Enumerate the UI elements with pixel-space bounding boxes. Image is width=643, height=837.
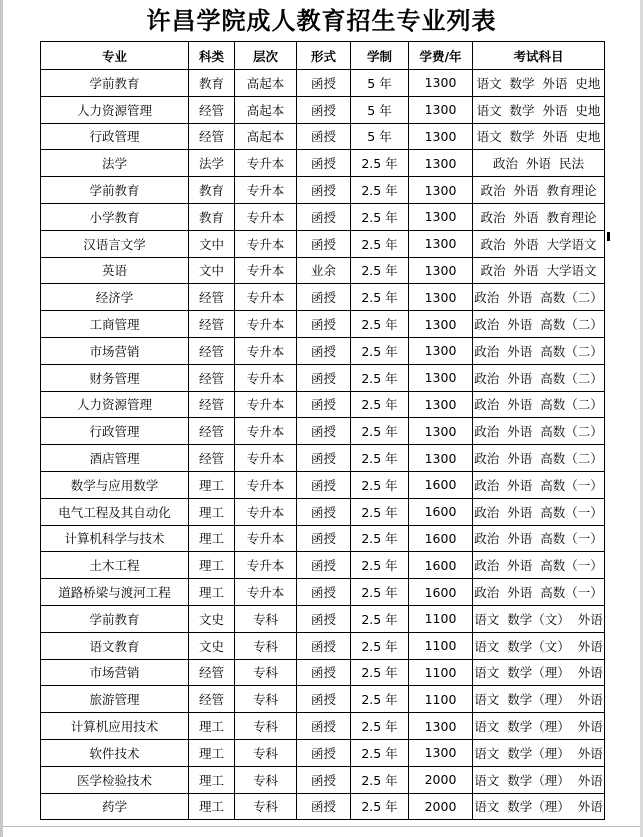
cell-level: 专科	[235, 713, 297, 740]
cell-major: 学前教育	[41, 605, 189, 632]
cell-tuition: 1600	[409, 525, 473, 552]
header-mode: 形式	[297, 42, 351, 70]
table-row	[41, 257, 605, 284]
cell-major: 数学与应用数学	[41, 471, 189, 498]
cell-exam-subjects: 政治 外语 教育理论	[473, 203, 605, 230]
table-container	[40, 41, 605, 820]
cell-duration: 2.5 年	[351, 230, 409, 257]
cell-duration: 2.5 年	[351, 632, 409, 659]
cell-category: 理工	[189, 552, 235, 579]
table-row	[41, 498, 605, 525]
table-row	[41, 364, 605, 391]
cell-tuition: 1300	[409, 364, 473, 391]
cell-level: 专升本	[235, 150, 297, 177]
cell-tuition: 1100	[409, 659, 473, 686]
cell-exam-subjects: 语文 数学（理） 外语	[473, 766, 605, 793]
cell-duration: 2.5 年	[351, 284, 409, 311]
cell-level: 专升本	[235, 203, 297, 230]
cell-category: 文中	[189, 257, 235, 284]
cell-duration: 2.5 年	[351, 150, 409, 177]
cell-mode: 函授	[297, 498, 351, 525]
table-row	[41, 123, 605, 150]
page-edge-left	[0, 0, 3, 837]
cell-level: 专升本	[235, 418, 297, 445]
cell-level: 专升本	[235, 471, 297, 498]
cell-duration: 5 年	[351, 70, 409, 97]
cell-mode: 函授	[297, 579, 351, 606]
cell-major: 经济学	[41, 284, 189, 311]
cell-level: 专升本	[235, 230, 297, 257]
cell-exam-subjects: 政治 外语 高数（二）	[473, 445, 605, 472]
cell-major: 学前教育	[41, 177, 189, 204]
cell-major: 语文教育	[41, 632, 189, 659]
cell-tuition: 1300	[409, 203, 473, 230]
cell-exam-subjects: 语文 数学（理） 外语	[473, 659, 605, 686]
table-row	[41, 793, 605, 820]
cell-tuition: 1300	[409, 391, 473, 418]
cell-tuition: 1300	[409, 96, 473, 123]
cell-tuition: 1300	[409, 418, 473, 445]
cell-tuition: 1600	[409, 579, 473, 606]
cell-mode: 函授	[297, 203, 351, 230]
cell-mode: 函授	[297, 659, 351, 686]
cell-tuition: 2000	[409, 793, 473, 820]
header-category: 科类	[189, 42, 235, 70]
table-row	[41, 96, 605, 123]
cell-category: 文史	[189, 605, 235, 632]
cell-level: 高起本	[235, 70, 297, 97]
cell-category: 理工	[189, 498, 235, 525]
cell-tuition: 1600	[409, 498, 473, 525]
cell-major: 学前教育	[41, 70, 189, 97]
cell-level: 专科	[235, 766, 297, 793]
cell-exam-subjects: 政治 外语 教育理论	[473, 177, 605, 204]
cell-mode: 函授	[297, 70, 351, 97]
header-major: 专业	[41, 42, 189, 70]
cell-duration: 2.5 年	[351, 686, 409, 713]
cell-exam-subjects: 政治 外语 高数（一）	[473, 579, 605, 606]
cell-duration: 2.5 年	[351, 739, 409, 766]
cell-exam-subjects: 政治 外语 高数（一）	[473, 552, 605, 579]
cell-category: 经管	[189, 418, 235, 445]
cell-duration: 2.5 年	[351, 364, 409, 391]
cell-duration: 2.5 年	[351, 552, 409, 579]
cell-exam-subjects: 政治 外语 民法	[473, 150, 605, 177]
cell-category: 理工	[189, 766, 235, 793]
cell-category: 理工	[189, 471, 235, 498]
cell-tuition: 1300	[409, 150, 473, 177]
cell-tuition: 1300	[409, 177, 473, 204]
table-row	[41, 659, 605, 686]
table-row	[41, 686, 605, 713]
cell-exam-subjects: 语文 数学 外语 史地	[473, 96, 605, 123]
cell-tuition: 1100	[409, 632, 473, 659]
cell-mode: 函授	[297, 793, 351, 820]
cell-major: 土木工程	[41, 552, 189, 579]
cell-exam-subjects: 政治 外语 高数（一）	[473, 471, 605, 498]
table-row	[41, 471, 605, 498]
cell-exam-subjects: 语文 数学 外语 史地	[473, 70, 605, 97]
cell-category: 理工	[189, 793, 235, 820]
cell-major: 法学	[41, 150, 189, 177]
cell-level: 专升本	[235, 579, 297, 606]
cell-level: 专升本	[235, 257, 297, 284]
cell-level: 高起本	[235, 96, 297, 123]
table-row	[41, 311, 605, 338]
table-row	[41, 605, 605, 632]
cell-mode: 函授	[297, 337, 351, 364]
table-row	[41, 337, 605, 364]
cell-mode: 函授	[297, 525, 351, 552]
cell-exam-subjects: 语文 数学（理） 外语	[473, 793, 605, 820]
page-bottom-line	[3, 826, 640, 827]
cell-category: 经管	[189, 337, 235, 364]
cell-mode: 函授	[297, 150, 351, 177]
cell-major: 道路桥梁与渡河工程	[41, 579, 189, 606]
cell-major: 药学	[41, 793, 189, 820]
cell-level: 专升本	[235, 177, 297, 204]
cell-exam-subjects: 语文 数学（理） 外语	[473, 686, 605, 713]
table-row	[41, 70, 605, 97]
cell-exam-subjects: 语文 数学（文） 外语	[473, 632, 605, 659]
cell-category: 经管	[189, 96, 235, 123]
cell-exam-subjects: 政治 外语 大学语文	[473, 257, 605, 284]
cell-duration: 5 年	[351, 96, 409, 123]
header-tuition: 学费/年	[409, 42, 473, 70]
table-row	[41, 203, 605, 230]
cell-tuition: 1300	[409, 445, 473, 472]
majors-table	[40, 41, 605, 820]
cell-category: 理工	[189, 739, 235, 766]
cell-duration: 2.5 年	[351, 713, 409, 740]
cell-exam-subjects: 语文 数学（文） 外语	[473, 605, 605, 632]
cell-major: 计算机应用技术	[41, 713, 189, 740]
cell-exam-subjects: 政治 外语 高数（二）	[473, 364, 605, 391]
cell-category: 教育	[189, 203, 235, 230]
cell-tuition: 1300	[409, 284, 473, 311]
cell-exam-subjects: 政治 外语 大学语文	[473, 230, 605, 257]
cell-mode: 业余	[297, 257, 351, 284]
cursor-mark	[607, 232, 610, 241]
cell-duration: 2.5 年	[351, 311, 409, 338]
cell-category: 理工	[189, 579, 235, 606]
cell-tuition: 1100	[409, 605, 473, 632]
cell-exam-subjects: 政治 外语 高数（二）	[473, 391, 605, 418]
cell-major: 工商管理	[41, 311, 189, 338]
cell-level: 专升本	[235, 525, 297, 552]
header-duration: 学制	[351, 42, 409, 70]
cell-category: 经管	[189, 391, 235, 418]
cell-exam-subjects: 政治 外语 高数（二）	[473, 337, 605, 364]
cell-duration: 2.5 年	[351, 177, 409, 204]
table-row	[41, 230, 605, 257]
table-row	[41, 445, 605, 472]
cell-exam-subjects: 语文 数学 外语 史地	[473, 123, 605, 150]
cell-tuition: 1300	[409, 713, 473, 740]
cell-duration: 2.5 年	[351, 471, 409, 498]
header-exam-subjects: 考试科目	[473, 42, 605, 70]
cell-level: 专科	[235, 686, 297, 713]
cell-mode: 函授	[297, 418, 351, 445]
cell-mode: 函授	[297, 284, 351, 311]
cell-level: 专科	[235, 659, 297, 686]
cell-major: 医学检验技术	[41, 766, 189, 793]
cell-level: 专升本	[235, 364, 297, 391]
cell-tuition: 1300	[409, 739, 473, 766]
cell-major: 行政管理	[41, 123, 189, 150]
cell-mode: 函授	[297, 96, 351, 123]
cell-tuition: 1300	[409, 337, 473, 364]
cell-category: 经管	[189, 311, 235, 338]
cell-exam-subjects: 政治 外语 高数（一）	[473, 498, 605, 525]
cell-major: 财务管理	[41, 364, 189, 391]
cell-tuition: 1300	[409, 230, 473, 257]
cell-mode: 函授	[297, 177, 351, 204]
cell-category: 教育	[189, 177, 235, 204]
cell-mode: 函授	[297, 445, 351, 472]
table-row	[41, 284, 605, 311]
cell-level: 专科	[235, 605, 297, 632]
cell-major: 电气工程及其自动化	[41, 498, 189, 525]
cell-mode: 函授	[297, 311, 351, 338]
cell-major: 行政管理	[41, 418, 189, 445]
cell-tuition: 1300	[409, 257, 473, 284]
cell-duration: 2.5 年	[351, 766, 409, 793]
cell-level: 专科	[235, 739, 297, 766]
cell-major: 人力资源管理	[41, 96, 189, 123]
cell-duration: 2.5 年	[351, 337, 409, 364]
cell-major: 旅游管理	[41, 686, 189, 713]
cell-tuition: 1300	[409, 123, 473, 150]
cell-level: 专升本	[235, 391, 297, 418]
cell-exam-subjects: 政治 外语 高数（二）	[473, 284, 605, 311]
cell-mode: 函授	[297, 552, 351, 579]
cell-duration: 2.5 年	[351, 579, 409, 606]
cell-category: 文中	[189, 230, 235, 257]
cell-exam-subjects: 政治 外语 高数（一）	[473, 525, 605, 552]
cell-duration: 2.5 年	[351, 445, 409, 472]
cell-level: 专升本	[235, 284, 297, 311]
table-row	[41, 579, 605, 606]
cell-tuition: 1300	[409, 311, 473, 338]
cell-major: 英语	[41, 257, 189, 284]
cell-tuition: 1300	[409, 70, 473, 97]
cell-category: 经管	[189, 123, 235, 150]
table-row	[41, 632, 605, 659]
cell-level: 专升本	[235, 498, 297, 525]
cell-major: 人力资源管理	[41, 391, 189, 418]
cell-duration: 2.5 年	[351, 203, 409, 230]
cell-tuition: 1600	[409, 552, 473, 579]
table-row	[41, 766, 605, 793]
cell-duration: 2.5 年	[351, 793, 409, 820]
cell-category: 经管	[189, 364, 235, 391]
cell-mode: 函授	[297, 364, 351, 391]
cell-major: 小学教育	[41, 203, 189, 230]
table-row	[41, 713, 605, 740]
cell-duration: 2.5 年	[351, 391, 409, 418]
cell-major: 汉语言文学	[41, 230, 189, 257]
cell-tuition: 2000	[409, 766, 473, 793]
cell-mode: 函授	[297, 766, 351, 793]
cell-category: 经管	[189, 686, 235, 713]
header-row	[41, 42, 605, 70]
cell-level: 专升本	[235, 311, 297, 338]
cell-duration: 2.5 年	[351, 605, 409, 632]
cell-duration: 2.5 年	[351, 498, 409, 525]
table-row	[41, 418, 605, 445]
table-row	[41, 739, 605, 766]
table-row	[41, 552, 605, 579]
cell-mode: 函授	[297, 686, 351, 713]
cell-major: 酒店管理	[41, 445, 189, 472]
cell-mode: 函授	[297, 471, 351, 498]
cell-duration: 2.5 年	[351, 418, 409, 445]
cell-category: 教育	[189, 70, 235, 97]
cell-mode: 函授	[297, 391, 351, 418]
table-row	[41, 525, 605, 552]
cell-category: 文史	[189, 632, 235, 659]
cell-mode: 函授	[297, 739, 351, 766]
table-row	[41, 150, 605, 177]
cell-level: 高起本	[235, 123, 297, 150]
cell-level: 专科	[235, 793, 297, 820]
cell-duration: 2.5 年	[351, 659, 409, 686]
cell-exam-subjects: 政治 外语 高数（二）	[473, 418, 605, 445]
page-title: 许昌学院成人教育招生专业列表	[146, 7, 497, 35]
cell-level: 专升本	[235, 337, 297, 364]
cell-major: 计算机科学与技术	[41, 525, 189, 552]
cell-category: 经管	[189, 659, 235, 686]
cell-exam-subjects: 政治 外语 高数（二）	[473, 311, 605, 338]
cell-category: 经管	[189, 445, 235, 472]
table-row	[41, 177, 605, 204]
cell-exam-subjects: 语文 数学（理） 外语	[473, 713, 605, 740]
cell-mode: 函授	[297, 230, 351, 257]
cell-category: 理工	[189, 713, 235, 740]
cell-major: 市场营销	[41, 659, 189, 686]
cell-mode: 函授	[297, 123, 351, 150]
header-level: 层次	[235, 42, 297, 70]
cell-tuition: 1100	[409, 686, 473, 713]
cell-major: 软件技术	[41, 739, 189, 766]
cell-level: 专科	[235, 632, 297, 659]
cell-category: 经管	[189, 284, 235, 311]
cell-major: 市场营销	[41, 337, 189, 364]
table-row	[41, 391, 605, 418]
cell-level: 专升本	[235, 445, 297, 472]
cell-mode: 函授	[297, 632, 351, 659]
table-body	[41, 70, 605, 820]
cell-tuition: 1600	[409, 471, 473, 498]
cell-duration: 5 年	[351, 123, 409, 150]
cell-category: 法学	[189, 150, 235, 177]
cell-duration: 2.5 年	[351, 525, 409, 552]
cell-exam-subjects: 语文 数学（理） 外语	[473, 739, 605, 766]
cell-mode: 函授	[297, 605, 351, 632]
cell-level: 专升本	[235, 552, 297, 579]
cell-category: 理工	[189, 525, 235, 552]
cell-mode: 函授	[297, 713, 351, 740]
cell-duration: 2.5 年	[351, 257, 409, 284]
